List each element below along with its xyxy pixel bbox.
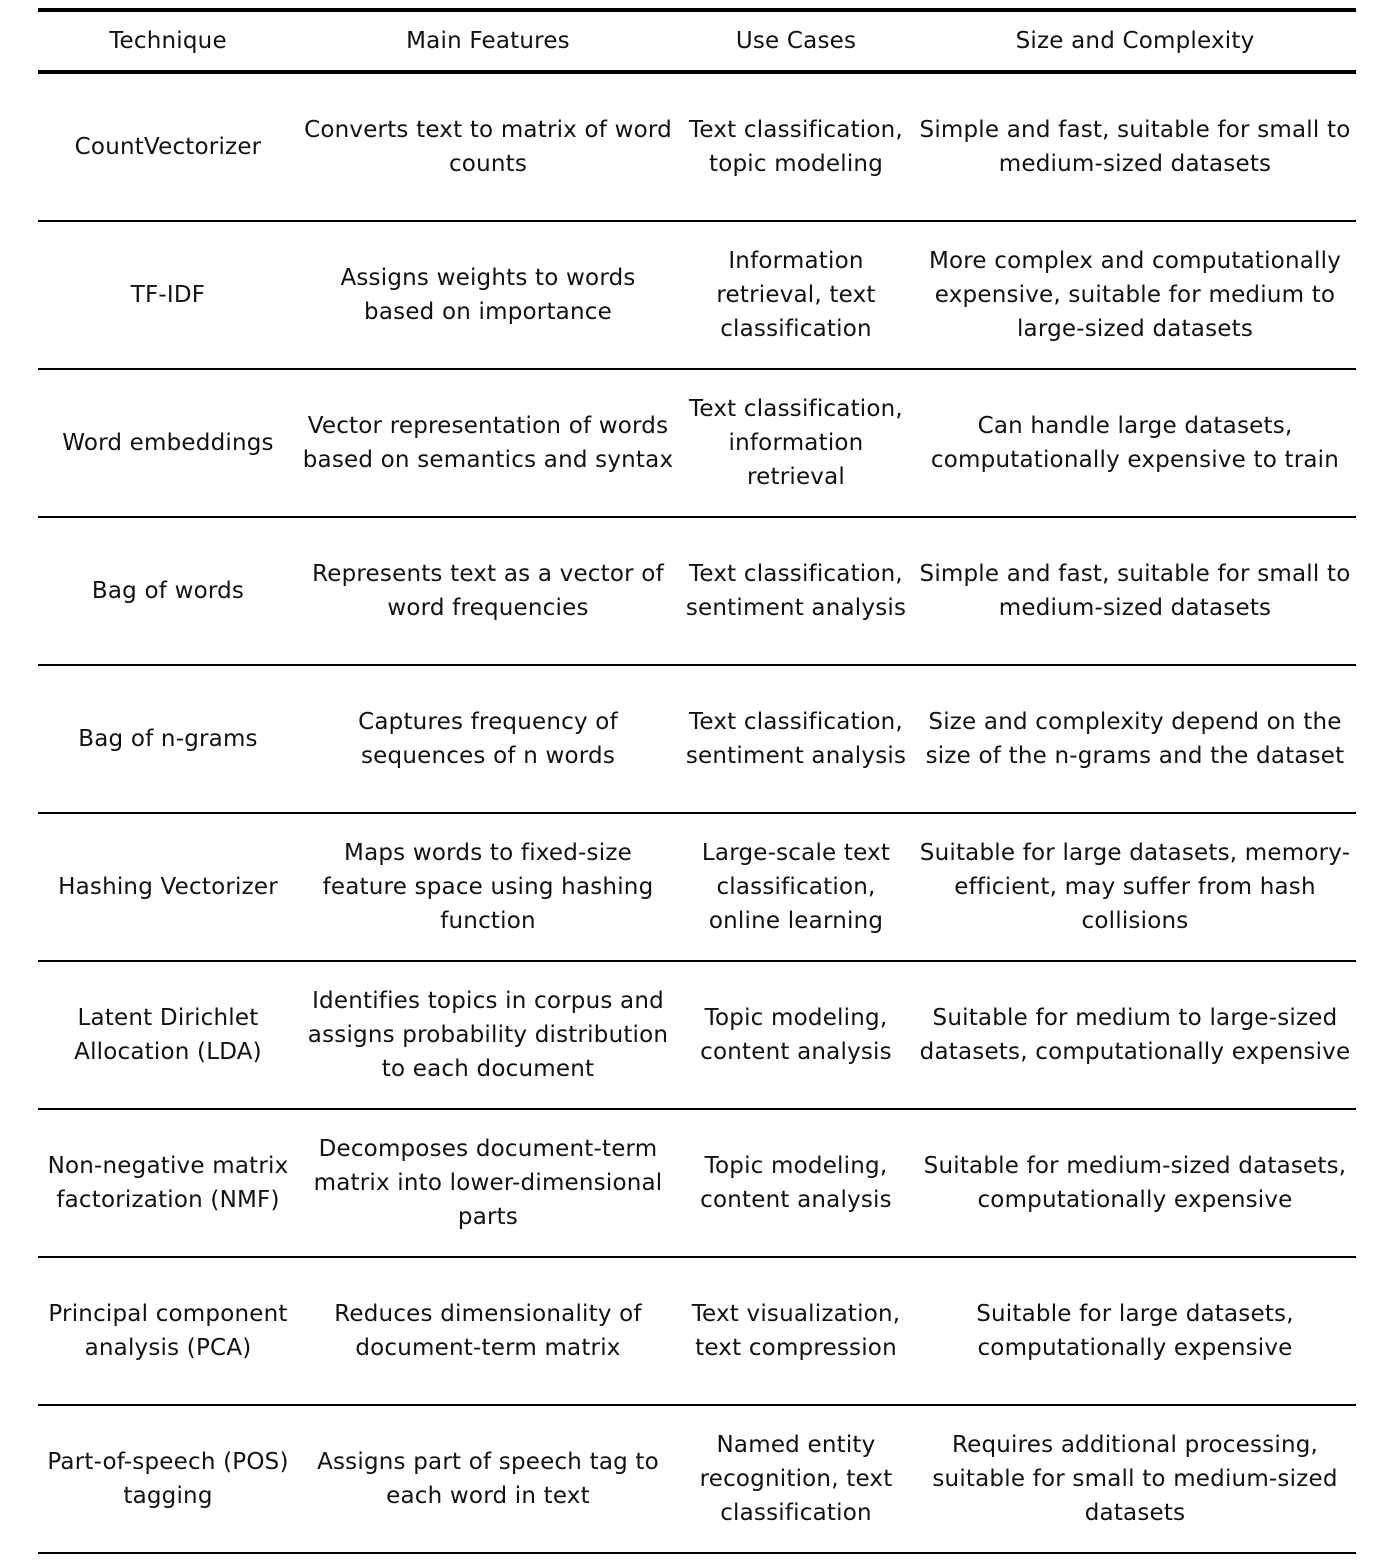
technique-cell: Bag of words xyxy=(91,578,245,604)
technique-cell: Bag of n-grams xyxy=(78,726,258,752)
use-cases-cell: Text visualization, text compression xyxy=(691,1301,901,1361)
use-cases-cell: Topic modeling, content analysis xyxy=(700,1153,892,1213)
technique-cell: Part-of-speech (POS) tagging xyxy=(47,1449,289,1509)
use-cases-cell: Text classification, topic modeling xyxy=(689,117,903,177)
header-technique: Technique xyxy=(109,28,227,54)
technique-cell: Word embeddings xyxy=(62,430,274,456)
technique-cell: Non-negative matrix factorization (NMF) xyxy=(47,1153,289,1213)
technique-cell: CountVectorizer xyxy=(74,134,262,160)
table-row xyxy=(38,814,1356,960)
complexity-cell: Requires additional processing, suitable for small to medium-sized datasets xyxy=(932,1432,1338,1526)
table-row xyxy=(38,1406,1356,1552)
complexity-cell: Size and complexity depend on the size of the n-grams and the dataset xyxy=(925,709,1345,769)
header-size-complexity: Size and Complexity xyxy=(1015,28,1255,54)
features-cell: Represents text as a vector of word frequencies xyxy=(312,561,664,621)
features-cell: Reduces dimensionality of document-term matrix xyxy=(334,1301,642,1361)
complexity-cell: Simple and fast, suitable for small to medium-sized datasets xyxy=(919,561,1351,621)
features-cell: Decomposes document-term matrix into lower-dimensional parts xyxy=(313,1136,663,1230)
complexity-cell: Suitable for large datasets, computationally expensive xyxy=(976,1301,1294,1361)
table-row xyxy=(38,1258,1356,1404)
complexity-cell: Suitable for large datasets, memory-efficient, may suffer from hash collisions xyxy=(919,840,1351,934)
features-cell: Vector representation of words based on semantics and syntax xyxy=(302,413,674,473)
bottom-rule xyxy=(38,1552,1356,1554)
table-row xyxy=(38,1110,1356,1256)
technique-cell: Hashing Vectorizer xyxy=(58,874,278,900)
complexity-cell: Suitable for medium to large-sized datasets, computationally expensive xyxy=(919,1005,1351,1065)
features-cell: Captures frequency of sequences of n words xyxy=(358,709,618,769)
table-row xyxy=(38,518,1356,664)
table-row xyxy=(38,74,1356,220)
features-cell: Converts text to matrix of word counts xyxy=(304,117,672,177)
use-cases-cell: Large-scale text classification, online learning xyxy=(701,840,891,934)
table-row xyxy=(38,222,1356,368)
use-cases-cell: Text classification, sentiment analysis xyxy=(685,709,907,769)
complexity-cell: Can handle large datasets, computationally expensive to train xyxy=(930,413,1340,473)
features-cell: Assigns weights to words based on importance xyxy=(340,265,636,325)
use-cases-cell: Text classification, sentiment analysis xyxy=(685,561,907,621)
use-cases-cell: Information retrieval, text classification xyxy=(716,248,876,342)
use-cases-cell: Named entity recognition, text classification xyxy=(699,1432,893,1526)
use-cases-cell: Topic modeling, content analysis xyxy=(700,1005,892,1065)
complexity-cell: Simple and fast, suitable for small to medium-sized datasets xyxy=(919,117,1351,177)
features-cell: Assigns part of speech tag to each word in text xyxy=(317,1449,659,1509)
complexity-cell: More complex and computationally expensive, suitable for medium to large-sized datasets xyxy=(928,248,1342,342)
use-cases-cell: Text classification, information retrieval xyxy=(689,396,903,490)
technique-cell: Latent Dirichlet Allocation (LDA) xyxy=(74,1005,262,1065)
comparison-table xyxy=(38,8,1356,1554)
features-cell: Identifies topics in corpus and assigns probability distribution to each document xyxy=(307,988,669,1082)
table-row xyxy=(38,370,1356,516)
technique-cell: Principal component analysis (PCA) xyxy=(48,1301,288,1361)
technique-cell: TF-IDF xyxy=(130,282,206,308)
header-use-cases: Use Cases xyxy=(735,28,857,54)
features-cell: Maps words to fixed-size feature space using hashing function xyxy=(322,840,654,934)
table-row xyxy=(38,962,1356,1108)
table-header xyxy=(38,12,1356,70)
table-row xyxy=(38,666,1356,812)
complexity-cell: Suitable for medium-sized datasets, computationally expensive xyxy=(923,1153,1347,1213)
header-main-features: Main Features xyxy=(406,28,570,54)
